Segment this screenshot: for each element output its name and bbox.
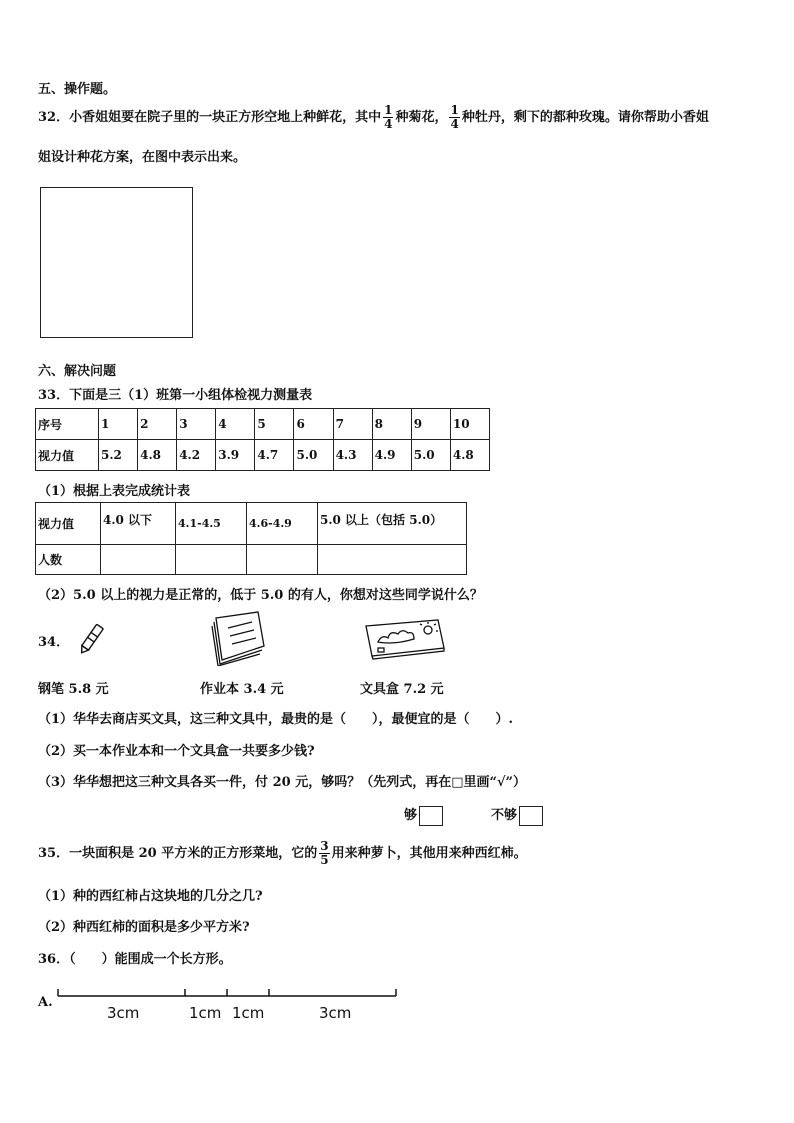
vision-measurement-table bbox=[35, 408, 490, 471]
table-cell: 4.8 bbox=[450, 440, 489, 471]
table-cell: 序号 bbox=[36, 409, 99, 440]
table-cell: 5.2 bbox=[99, 440, 138, 471]
q35-text-prefix: 35．一块面积是 20 平方米的正方形菜地，它的 bbox=[38, 846, 318, 861]
segmented-line-figure bbox=[56, 986, 400, 1002]
segment-label: 3cm bbox=[107, 1004, 140, 1022]
q34-sub2: （2）买一本作业本和一个文具盒一共要多少钱? bbox=[38, 744, 315, 759]
vision-statistics-table bbox=[35, 502, 467, 575]
frac-numerator: 1 bbox=[450, 103, 459, 117]
pen-icon bbox=[76, 618, 108, 658]
table-row-header bbox=[36, 503, 467, 545]
q32-text-mid: 种菊花， bbox=[395, 110, 448, 125]
table-cell: 6 bbox=[294, 409, 333, 440]
table-cell: 4.9 bbox=[372, 440, 411, 471]
table-cell: 4.6-4.9 bbox=[247, 503, 318, 545]
frac-numerator: 1 bbox=[384, 103, 393, 117]
fraction-one-quarter bbox=[383, 104, 393, 131]
frac-numerator: 3 bbox=[320, 839, 329, 853]
table-cell: 10 bbox=[450, 409, 489, 440]
table-cell: 4.1-4.5 bbox=[176, 503, 247, 545]
fraction-one-quarter bbox=[449, 104, 459, 131]
table-cell: 4.2 bbox=[177, 440, 216, 471]
table-cell: 3.9 bbox=[216, 440, 255, 471]
segment-label: 3cm bbox=[319, 1004, 352, 1022]
table-cell: 7 bbox=[333, 409, 372, 440]
segment-label: 1cm bbox=[189, 1004, 222, 1022]
q33-sub1: （1）根据上表完成统计表 bbox=[38, 484, 191, 499]
table-cell: 2 bbox=[138, 409, 177, 440]
table-cell: 8 bbox=[372, 409, 411, 440]
q34-sub1: （1）华华去商店买文具，这三种文具中，最贵的是（ ），最便宜的是（ ）. bbox=[38, 712, 514, 727]
table-cell: 1 bbox=[99, 409, 138, 440]
section-6-title: 六、解决问题 bbox=[38, 364, 117, 379]
table-cell: 4.8 bbox=[138, 440, 177, 471]
segment-label: 1cm bbox=[232, 1004, 265, 1022]
enough-checkbox[interactable] bbox=[419, 806, 443, 826]
q32-text-line2: 姐设计种花方案，在图中表示出来。 bbox=[38, 150, 247, 165]
not-enough-label: 不够 bbox=[491, 808, 518, 823]
square-garden-drawing-area[interactable] bbox=[40, 187, 193, 338]
q32-text-prefix: 32．小香姐姐要在院子里的一块正方形空地上种鲜花，其中 bbox=[38, 110, 382, 125]
pencil-case-icon bbox=[364, 616, 446, 660]
table-cell: 视力值 bbox=[36, 440, 99, 471]
table-cell: 视力值 bbox=[36, 503, 101, 545]
table-cell: 4 bbox=[216, 409, 255, 440]
q34-sub3: （3）华华想把这三种文具各买一件，付 20 元，够吗？（先列式，再在□里画“√”） bbox=[38, 775, 526, 790]
q35-text-suffix: 用来种萝卜，其他用来种西红柿。 bbox=[331, 846, 527, 861]
q36-title: 36．（ ）能围成一个长方形。 bbox=[38, 952, 232, 967]
table-row-count bbox=[36, 545, 467, 575]
table-cell: 4.7 bbox=[255, 440, 294, 471]
answer-cell[interactable] bbox=[247, 545, 318, 575]
fraction-three-fifths bbox=[319, 840, 329, 867]
q35-sub2: （2）种西红柿的面积是多少平方米? bbox=[38, 920, 250, 935]
item-pencil-case-label: 文具盒 7.2 元 bbox=[360, 682, 444, 697]
item-pen-label: 钢笔 5.8 元 bbox=[38, 682, 109, 697]
answer-cell[interactable] bbox=[176, 545, 247, 575]
answer-cell[interactable] bbox=[318, 545, 467, 575]
table-cell: 人数 bbox=[36, 545, 101, 575]
q34-number: 34． bbox=[38, 635, 70, 650]
answer-cell[interactable] bbox=[101, 545, 176, 575]
q35-sub1: （1）种的西红柿占这块地的几分之几? bbox=[38, 889, 263, 904]
table-row-number bbox=[36, 409, 490, 440]
table-cell: 3 bbox=[177, 409, 216, 440]
table-cell: 4.0 以下 bbox=[101, 503, 176, 545]
notebook-icon bbox=[206, 608, 268, 666]
option-a-label: A. bbox=[38, 995, 53, 1010]
enough-option bbox=[404, 804, 443, 826]
question-32 bbox=[38, 104, 709, 131]
q33-title: 33．下面是三（1）班第一小组体检视力测量表 bbox=[38, 388, 313, 403]
table-cell: 5.0 以上（包括 5.0） bbox=[318, 503, 467, 545]
q32-text-suffix: 种牡丹，剩下的都种玫瑰。请你帮助小香姐 bbox=[461, 110, 709, 125]
not-enough-checkbox[interactable] bbox=[519, 806, 543, 826]
question-35 bbox=[38, 840, 527, 867]
table-row-vision bbox=[36, 440, 490, 471]
frac-denominator: 4 bbox=[450, 117, 459, 131]
enough-label: 够 bbox=[404, 808, 418, 823]
table-cell: 9 bbox=[411, 409, 450, 440]
not-enough-option bbox=[491, 804, 543, 826]
frac-denominator: 4 bbox=[384, 117, 393, 131]
table-cell: 5 bbox=[255, 409, 294, 440]
frac-denominator: 5 bbox=[320, 853, 329, 867]
q33-sub2: （2）5.0 以上的视力是正常的，低于 5.0 的有人，你想对这些同学说什么？ bbox=[38, 588, 483, 603]
section-5-title: 五、操作题。 bbox=[38, 82, 117, 97]
table-cell: 4.3 bbox=[333, 440, 372, 471]
table-cell: 5.0 bbox=[294, 440, 333, 471]
table-cell: 5.0 bbox=[411, 440, 450, 471]
item-notebook-label: 作业本 3.4 元 bbox=[200, 682, 284, 697]
